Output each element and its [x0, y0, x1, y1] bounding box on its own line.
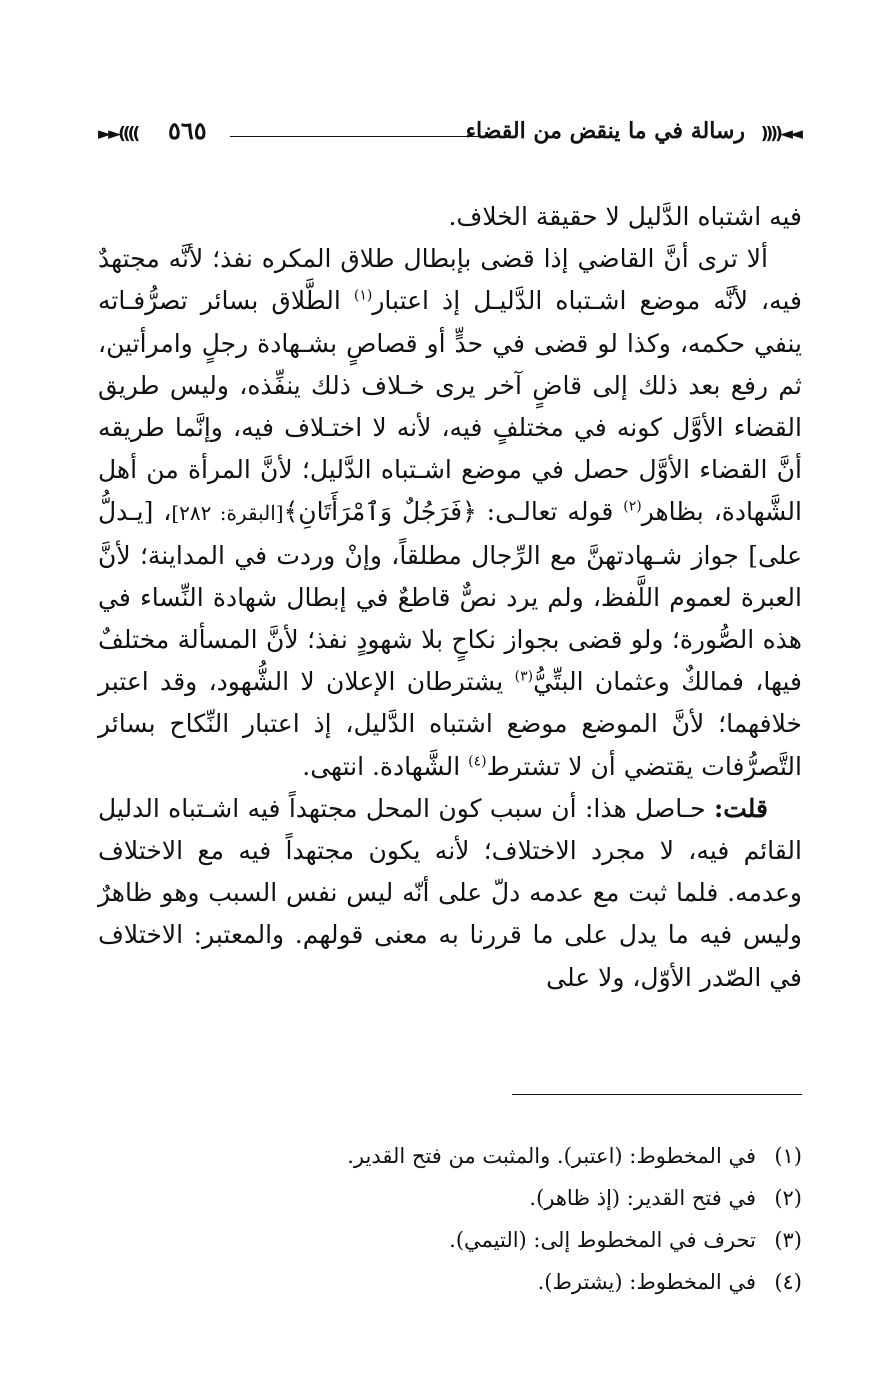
paragraph-2-part-c: قوله تعالـى: ﴿فَرَجُلٌ وَٱمْرَأَتَانِ﴾ — [283, 497, 624, 527]
paragraph-2-part-a: ألا ترى أنَّ القاضي إذا قضى بإبطال طلاق المكره نفذ؛ لأنَّه مجتهدٌ فيه، لأنَّه موضع اشـتباه الدَّليـل إذ اعتبار — [98, 244, 802, 316]
footnote-4 — [162, 1261, 802, 1303]
paragraph-1: فيه اشتباه الدَّليل لا حقيقة الخلاف. — [448, 202, 802, 231]
quran-reference: [البقرة: ٢٨٢] — [171, 501, 284, 526]
header-ornament-right: ◄◄(((( — [760, 124, 800, 144]
footnote-text: في المخطوط: (يشترط). — [537, 1270, 756, 1294]
footnote-ref-2[interactable]: (٢) — [623, 499, 642, 516]
main-text — [98, 196, 802, 999]
paragraph-2 — [98, 238, 802, 788]
footnote-text: في فتح القدير: (إذ ظاهر). — [529, 1186, 756, 1210]
footnote-number: (٣) — [774, 1228, 802, 1252]
footnote-2 — [162, 1177, 802, 1219]
paragraph-2-part-f: الشَّهادة. انتهى. — [302, 751, 469, 781]
footnote-text: تحرف في المخطوط إلى: (التيمي). — [449, 1228, 756, 1252]
header-rule — [230, 136, 500, 137]
header-ornament-left: ))))►► — [98, 124, 138, 144]
footnote-text: في المخطوط: (اعتبر). والمثبت من فتح القدير. — [347, 1144, 756, 1168]
footnote-number: (٤) — [774, 1270, 802, 1294]
paragraph-3-text: حـاصل هذا: أن سبب كون المحل مجتهداً فيه اشـتباه الدليل القائم فيه، لا مجرد الاختلاف؛ لأنه يكون مجتهداً فيه مع الاختلاف وعدمه. فلما ثبت مع عدمه دلّ على أنّه ليس نفس السبب وهو ظاهرٌ وليس فيه ما يدل على ما قررنا به معنى قولهم. والمعتبر: الاختلاف في الصّدر الأوّل، ولا على — [98, 793, 802, 992]
footnote-separator — [512, 1094, 802, 1095]
footnote-number: (١) — [774, 1144, 802, 1168]
footnote-ref-3[interactable]: (٣) — [514, 668, 534, 685]
paragraph-2-part-d: ، [يـدلُّ على] جواز شـهادتهنَّ مع الرِّجال مطلقاً، وإنْ وردت في المداينة؛ لأنَّ العبرة لعموم اللَّفظ، ولم يرد نصٌّ قاطعٌ في إبطال شهادة النِّساء في هذه الصُّورة؛ ولو قضى بجواز نكاحٍ بلا شهودٍ نفذ؛ لأنَّ المسألة مختلفٌ فيها، فمالكٌ وعثمان البتِّيُّ — [98, 497, 802, 697]
footnotes — [162, 1135, 802, 1303]
footnote-ref-1[interactable]: (١) — [353, 288, 373, 305]
paragraph-3 — [98, 788, 802, 999]
qultu-label: قلت: — [713, 793, 768, 823]
paragraph-2-part-b: الطَّلاق بسائر تصرُّفـاته ينفي حكمه، وكذا لو قضى في حدٍّ أو قصاصٍ بشـهادة رجلٍ وامرأتين، ثم رفع بعد ذلك إلى قاضٍ آخر يرى خـلاف ذلك ينفِّذه، وليس طريق القضاء الأوَّل كونه في مختلفٍ فيه، لأنه لا اختـلاف فيه، وإنَّما طريقه أنَّ القضاء الأوَّل حصل في موضع اشـتباه الدَّليل؛ لأنَّ المرأة من أهل الشَّهادة، بظاهر — [98, 286, 802, 527]
footnote-ref-4[interactable]: (٤) — [468, 753, 487, 770]
running-title: رسالة في ما ينقض من القضاء — [465, 118, 745, 144]
paragraph-2-part-e: يشترطان الإعلان لا الشُّهود، وقد اعتبر خلافهما؛ لأنَّ الموضع موضع اشتباه الدَّليل، إذ اعتبار النِّكاح بسائر التَّصرُّفات يقتضي أن لا تشترط — [98, 667, 802, 781]
page-number: ٥٦٥ — [168, 116, 207, 145]
footnote-number: (٢) — [774, 1186, 802, 1210]
footnote-3 — [162, 1219, 802, 1261]
footnote-1 — [162, 1135, 802, 1177]
running-header — [98, 116, 800, 156]
